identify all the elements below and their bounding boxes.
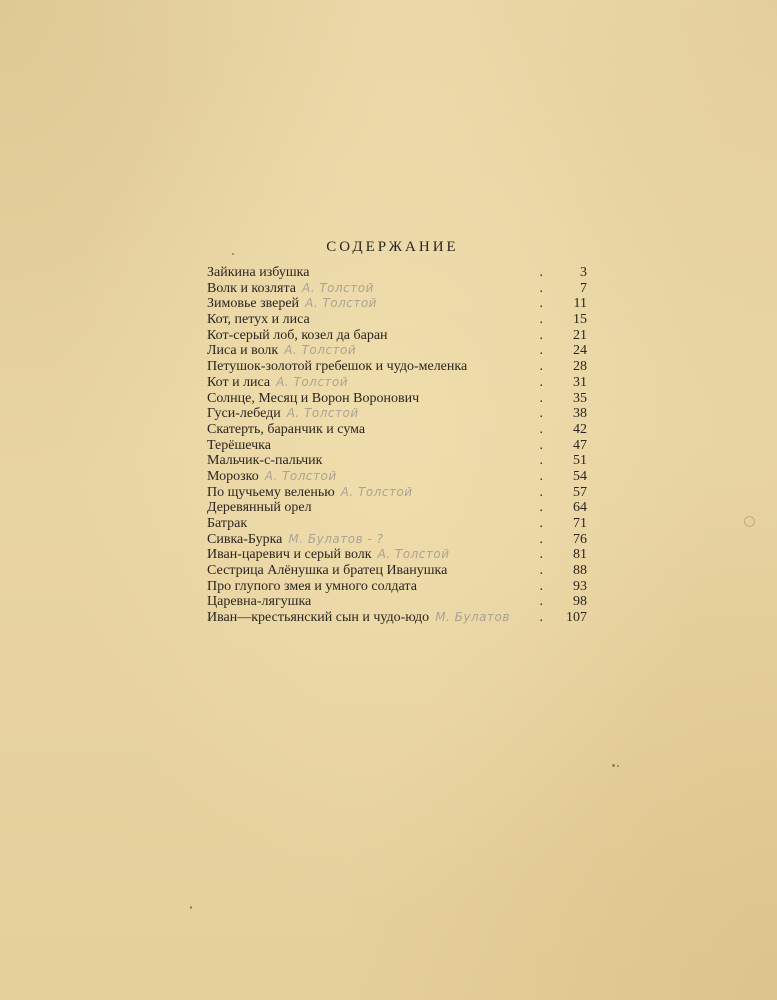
dot-leader: . xyxy=(539,390,557,406)
page-number: 93 xyxy=(573,578,587,594)
toc-entry-title xyxy=(207,265,309,281)
page-number: 7 xyxy=(580,280,587,296)
story-title: Батрак xyxy=(207,516,248,531)
dot-leader: . xyxy=(539,578,557,594)
page-number: 54 xyxy=(573,468,587,484)
toc-entry xyxy=(207,328,587,344)
toc-entry xyxy=(207,453,587,469)
toc-entry-title xyxy=(207,610,510,626)
toc-entry-title xyxy=(207,391,419,407)
story-title: Иван—крестьянский сын и чудо-юдо xyxy=(207,610,430,626)
toc-entry xyxy=(207,485,587,501)
story-title: Терёшечка xyxy=(207,437,271,453)
pencil-annotation: А. Толстой xyxy=(284,343,357,358)
story-title: Деревянный орел xyxy=(207,500,312,516)
page-number: 11 xyxy=(573,296,587,312)
page-number: 107 xyxy=(566,610,587,626)
story-title: Иван-царевич и серый волк xyxy=(207,547,372,563)
pencil-annotation: М. Булатов xyxy=(435,610,510,625)
toc-entry xyxy=(207,391,587,407)
dot-leader: . xyxy=(539,421,557,437)
story-title: Зимовье зверей xyxy=(207,296,300,312)
pencil-annotation: А. Толстой xyxy=(276,374,349,389)
page-number: 31 xyxy=(573,374,587,390)
dot-leader: . xyxy=(539,265,557,280)
toc-entry xyxy=(207,296,587,312)
toc-entry xyxy=(207,610,587,626)
story-title: Зайкина избушка xyxy=(207,265,310,280)
toc-entry-title xyxy=(207,453,322,469)
toc-entry-title xyxy=(207,422,365,438)
story-title: Скатерть, баранчик и сума xyxy=(207,421,366,437)
dot-leader: . xyxy=(539,343,557,359)
dot-leader: . xyxy=(539,516,557,531)
page-number: 47 xyxy=(573,437,587,453)
page-number: 81 xyxy=(573,547,587,563)
page-number: 98 xyxy=(573,594,587,610)
toc-entry xyxy=(207,563,587,579)
dot-leader: . xyxy=(539,437,557,453)
page-number: 64 xyxy=(573,500,587,516)
paper-speck xyxy=(232,253,234,255)
toc-entry xyxy=(207,547,587,563)
toc-entry xyxy=(207,594,587,610)
dot-leader: . xyxy=(539,484,557,500)
toc-entry xyxy=(207,265,587,281)
toc-entry xyxy=(207,438,587,454)
toc-entry xyxy=(207,375,587,391)
story-title: Петушок-золотой гребешок и чудо-меленка xyxy=(207,359,468,375)
toc-entry-title xyxy=(207,485,413,501)
story-title: Царевна-лягушка xyxy=(207,594,312,610)
story-title: Сивка-Бурка xyxy=(207,531,283,547)
toc-entry xyxy=(207,579,587,595)
page-number: 21 xyxy=(573,327,587,343)
page-number: 51 xyxy=(573,453,587,469)
toc-entry-title xyxy=(207,579,417,595)
paper-speck xyxy=(617,765,619,767)
toc-entry xyxy=(207,422,587,438)
story-title: Солнце, Месяц и Ворон Воронович xyxy=(207,390,420,406)
page-number: 15 xyxy=(573,312,587,328)
pencil-annotation: М. Булатов - ? xyxy=(288,531,384,546)
toc-entry-title xyxy=(207,296,377,312)
dot-leader: . xyxy=(539,327,557,343)
toc-entry-title xyxy=(207,469,337,485)
story-title: Кот и лиса xyxy=(207,374,271,390)
toc-entry xyxy=(207,359,587,375)
story-title: Сестрица Алёнушка и братец Иванушка xyxy=(207,563,448,579)
pencil-annotation: А. Толстой xyxy=(340,484,413,499)
dot-leader: . xyxy=(539,374,557,390)
pencil-annotation: А. Толстой xyxy=(286,406,359,421)
toc-entry-title xyxy=(207,532,383,548)
page-number: 3 xyxy=(580,265,587,280)
toc-entry xyxy=(207,516,587,532)
toc-entry-title xyxy=(207,438,271,454)
dot-leader: . xyxy=(539,296,557,312)
dot-leader: . xyxy=(539,312,557,328)
page-number: 76 xyxy=(573,531,587,547)
page-number: 28 xyxy=(573,359,587,375)
page-number: 42 xyxy=(573,421,587,437)
pencil-annotation: А. Толстой xyxy=(305,296,377,311)
ink-mark xyxy=(744,516,755,527)
toc-entry xyxy=(207,469,587,485)
dot-leader: . xyxy=(539,500,557,516)
paper-speck xyxy=(190,906,192,909)
dot-leader: . xyxy=(539,468,557,484)
toc-entry-title xyxy=(207,375,348,391)
contents-list xyxy=(207,265,587,626)
story-title: Гуси-лебеди xyxy=(207,406,281,422)
paper-speck xyxy=(612,764,615,767)
dot-leader: . xyxy=(539,359,557,375)
toc-entry-title xyxy=(207,563,447,579)
toc-entry-title xyxy=(207,343,356,359)
toc-entry-title xyxy=(207,547,450,563)
toc-entry-title xyxy=(207,516,247,532)
story-title: По щучьему веленью xyxy=(207,484,335,500)
page-number: 57 xyxy=(573,484,587,500)
page-number: 24 xyxy=(573,343,587,359)
toc-entry-title xyxy=(207,281,374,297)
page-number: 38 xyxy=(573,406,587,422)
dot-leader: . xyxy=(539,280,557,296)
toc-entry xyxy=(207,406,587,422)
dot-leader: . xyxy=(539,610,557,626)
pencil-annotation: А. Толстой xyxy=(301,280,374,295)
story-title: Про глупого змея и умного солдата xyxy=(207,578,417,594)
toc-entry xyxy=(207,312,587,328)
dot-leader: . xyxy=(539,453,557,469)
dot-leader: . xyxy=(539,547,557,563)
toc-entry-title xyxy=(207,328,388,344)
story-title: Кот, петух и лиса xyxy=(207,312,310,328)
story-title: Морозко xyxy=(207,468,259,484)
dot-leader: . xyxy=(539,531,557,547)
story-title: Волк и козлята xyxy=(207,280,296,296)
toc-entry xyxy=(207,281,587,297)
page-number: 71 xyxy=(573,516,587,531)
story-title: Лиса и волк xyxy=(207,343,279,359)
story-title: Мальчик-с-пальчик xyxy=(207,453,323,469)
toc-entry-title xyxy=(207,359,467,375)
page-number: 35 xyxy=(573,390,587,406)
page-number: 88 xyxy=(573,563,587,579)
toc-entry xyxy=(207,532,587,548)
story-title: Кот-серый лоб, козел да баран xyxy=(207,327,388,343)
contents-heading: СОДЕРЖАНИЕ xyxy=(326,239,459,255)
toc-entry xyxy=(207,343,587,359)
pencil-annotation: А. Толстой xyxy=(377,547,450,562)
toc-entry-title xyxy=(207,594,311,610)
toc-entry-title xyxy=(207,406,359,422)
toc-entry xyxy=(207,500,587,516)
pencil-annotation: А. Толстой xyxy=(264,468,337,483)
dot-leader: . xyxy=(539,563,557,579)
toc-entry-title xyxy=(207,500,312,516)
dot-leader: . xyxy=(539,406,557,422)
toc-entry-title xyxy=(207,312,310,328)
dot-leader: . xyxy=(539,594,557,610)
